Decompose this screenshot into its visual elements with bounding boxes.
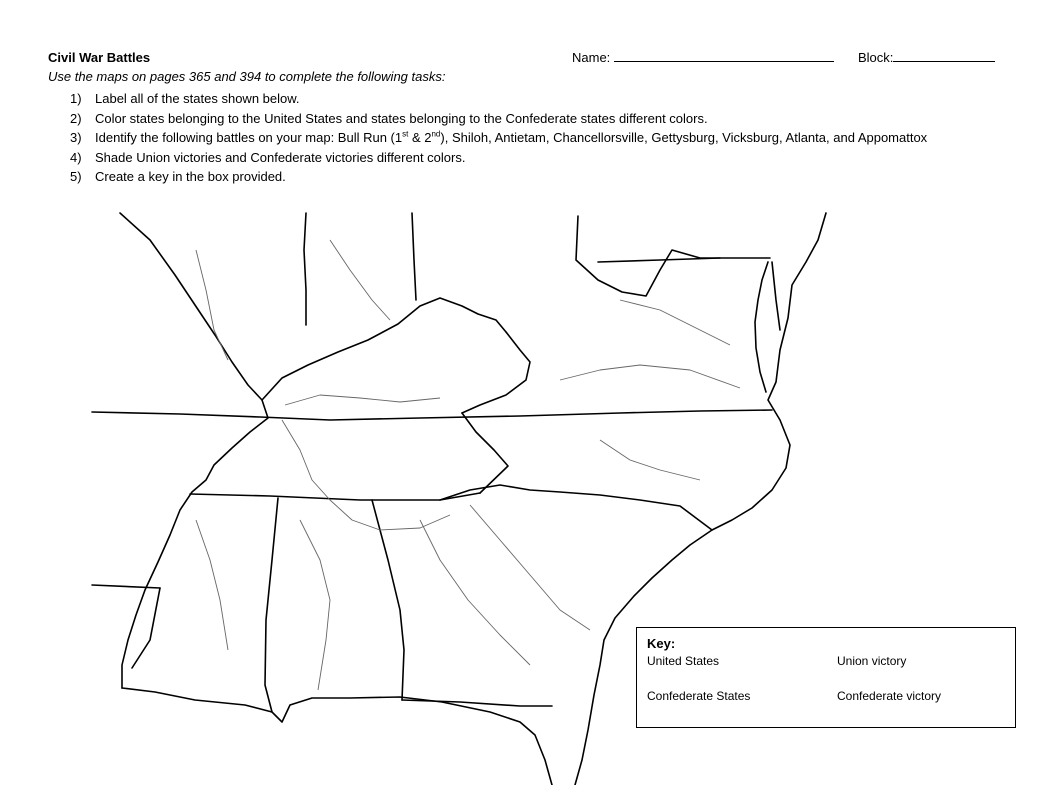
task-item: 4) Shade Union victories and Confederate victories different colors. [70,149,466,165]
key-confederate-victory: Confederate victory [837,689,942,703]
tn-northern-border [92,410,772,420]
task-item: 5) Create a key in the box provided. [70,169,286,184]
rivers [196,240,740,690]
alabama-river [300,520,330,690]
name-blank-line[interactable] [614,51,834,62]
indiana-ohio-border [412,213,416,300]
georgia-florida-border [402,700,552,706]
block-field[interactable] [858,50,995,65]
louisiana-inner [132,588,160,668]
wabash-river [196,250,228,360]
block-blank-line[interactable] [893,51,995,62]
arkansas-louisiana-border [92,585,160,588]
potomac-river [620,300,730,345]
pennsylvania-southern-border [598,258,770,262]
key-confederate-states: Confederate States [647,689,751,703]
task-item: 3) Identify the following battles on your map: Bull Run (1st & 2nd), Shiloh, Antietam, Chancellorsville, Gettysburg, Vicksburg, Atlanta, and Appomattox [70,129,928,145]
task-item: 1) Label all of the states shown below. [70,91,300,106]
gulf-coastline [122,688,552,785]
key-united-states: United States [647,654,720,668]
name-field[interactable] [572,50,834,65]
tn-southern-border [190,493,480,500]
name-label: Name: [572,50,611,65]
illinois-indiana-border [304,213,306,325]
pearl-river [196,520,228,650]
delaware-border [772,262,780,330]
cumberland-river [285,395,440,405]
worksheet-title: Civil War Battles [48,50,151,65]
georgia-river [420,520,530,665]
savannah-river [470,505,590,630]
key-union-victory: Union victory [837,654,907,668]
nc-river [600,440,700,480]
chesapeake-bay [755,262,768,392]
west-virginia-border [462,216,720,413]
appalachian-border [462,413,508,493]
key-title: Key: [647,636,676,651]
james-river [560,365,740,388]
tennessee-river [282,420,450,530]
task-item: 2) Color states belonging to the United States and states belonging to the Confederate states different colors. [70,110,708,126]
mississippi-alabama-border [265,498,278,712]
instructions: Use the maps on pages 365 and 394 to complete the following tasks: [48,69,446,84]
illinois-river [330,240,390,320]
task-list [70,89,970,187]
block-label: Block: [858,50,894,65]
key-box[interactable] [636,627,1016,728]
mississippi-river [120,213,268,688]
